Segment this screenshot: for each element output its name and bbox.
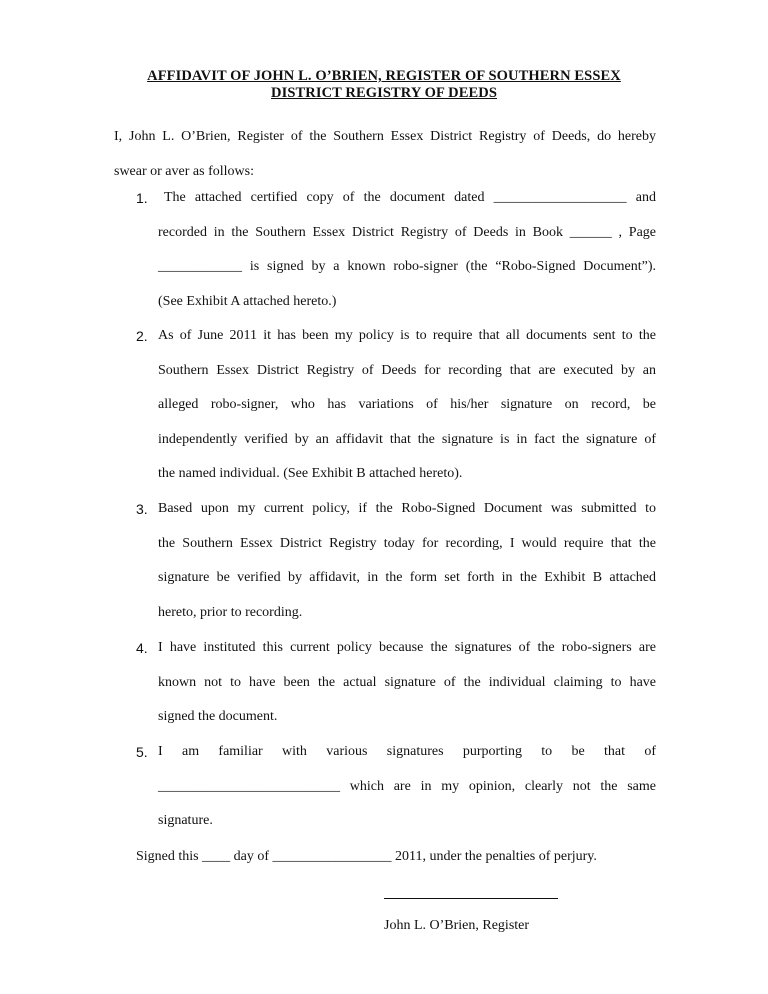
text-line: Based upon my current policy, if the Robo-Signed Document was submitted to [158, 501, 656, 516]
list-item-text [158, 181, 656, 319]
list-item-text [158, 319, 656, 492]
text-line: The attached certified copy of the document dated ___________________ and [164, 190, 656, 205]
text-line: hereto, prior to recording. [158, 604, 303, 620]
title-line-2: DISTRICT REGISTRY OF DEEDS [271, 85, 497, 101]
list-item-3 [114, 492, 656, 630]
list-item-number: 1. [136, 190, 148, 206]
text-line: alleged robo-signer, who has variations of his/her signature on record, be [158, 397, 656, 413]
text-line: recorded in the Southern Essex District Registry of Deeds in Book ______ , Page [158, 224, 656, 240]
text-line: ____________ is signed by a known robo-signer (the “Robo-Signed Document”). [158, 259, 656, 275]
title-line-1: AFFIDAVIT OF JOHN L. O’BRIEN, REGISTER OF SOUTHERN ESSEX [147, 68, 621, 84]
list-item-number: 5. [136, 744, 148, 760]
list-item-number: 3. [136, 501, 148, 517]
document-title [120, 68, 648, 102]
list-item-5 [114, 735, 656, 839]
intro-line-1: I, John L. O’Brien, Register of the Southern Essex District Registry of Deeds, do hereby [114, 129, 656, 144]
list-item-1 [114, 181, 656, 319]
text-line: __________________________ which are in my opinion, clearly not the same [158, 778, 656, 794]
text-line: signature. [158, 813, 213, 829]
text-line: signed the document. [158, 709, 278, 725]
list-item-4 [114, 631, 656, 735]
signed-statement: Signed this ____ day of _________________ 2011, under the penalties of perjury. [136, 849, 597, 864]
signature-line [384, 898, 558, 899]
text-line: signature be verified by affidavit, in the form set forth in the Exhibit B attached [158, 570, 656, 586]
list-item-text [158, 631, 656, 735]
intro-paragraph [114, 120, 656, 189]
text-line: the Southern Essex District Registry today for recording, I would require that the [158, 535, 656, 551]
list-item-text [158, 735, 656, 839]
list-item-number: 2. [136, 328, 148, 344]
text-line: I am familiar with various signatures purporting to be that of [158, 744, 656, 759]
list-item-text [158, 492, 656, 630]
text-line: Southern Essex District Registry of Deeds for recording that are executed by an [158, 362, 656, 378]
text-line: independently verified by an affidavit that the signature is in fact the signature of [158, 431, 656, 447]
text-line: I have instituted this current policy because the signatures of the robo-signers are [158, 640, 656, 655]
text-line: the named individual. (See Exhibit B attached hereto). [158, 466, 463, 482]
list-item-number: 4. [136, 640, 148, 656]
text-line: (See Exhibit A attached hereto.) [158, 293, 337, 309]
list-item-2 [114, 319, 656, 492]
text-line: known not to have been the actual signature of the individual claiming to have [158, 674, 656, 690]
intro-line-2: swear or aver as follows: [114, 163, 254, 179]
signatory-name: John L. O’Brien, Register [384, 918, 530, 933]
text-line: As of June 2011 it has been my policy is to require that all documents sent to the [158, 328, 656, 343]
